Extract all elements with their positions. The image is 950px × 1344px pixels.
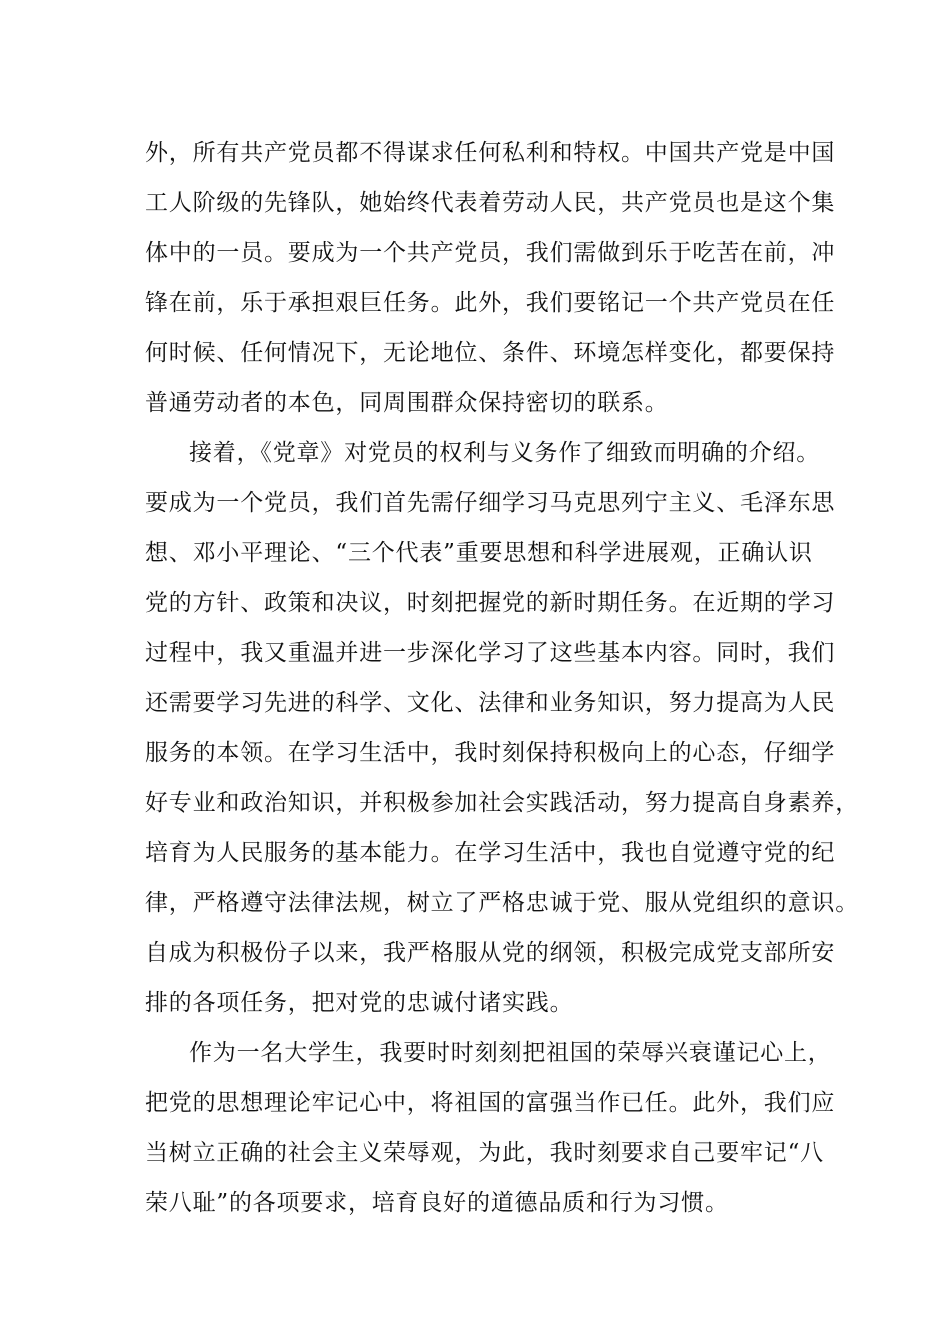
text-line: 荣八耻”的各项要求，培育良好的道德品质和行为习惯。 [145,1190,729,1216]
text-line: 要成为一个党员，我们首先需仔细学习马克思列宁主义、毛泽东思 [145,490,836,516]
text-line: 培育为人民服务的基本能力。在学习生活中，我也自觉遵守党的纪 [145,840,836,866]
text-line: 当树立正确的社会主义荣辱观，为此，我时刻要求自己要牢记“八 [145,1140,824,1166]
text-line: 自成为积极份子以来，我严格服从党的纲领，积极完成党支部所安 [145,940,836,966]
text-line: 律，严格遵守法律法规，树立了严格忠诚于党、服从党组织的意识。 [145,890,859,916]
text-line-indented: 作为一名大学生，我要时时刻刻把祖国的荣辱兴衰谨记心上， [189,1040,832,1066]
text-line: 体中的一员。要成为一个共产党员，我们需做到乐于吃苦在前，冲 [145,240,836,266]
text-line: 党的方针、政策和决议，时刻把握党的新时期任务。在近期的学习 [145,590,836,616]
body-text [145,128,859,1228]
text-line: 工人阶级的先锋队，她始终代表着劳动人民，共产党员也是这个集 [145,190,836,216]
text-line: 何时候、任何情况下，无论地位、条件、环境怎样变化，都要保持 [145,340,836,366]
paragraph-2 [145,428,859,1028]
text-line: 外，所有共产党员都不得谋求任何私利和特权。中国共产党是中国 [145,140,836,166]
text-line: 好专业和政治知识，并积极参加社会实践活动，努力提高自身素养， [145,790,859,816]
text-line: 服务的本领。在学习生活中，我时刻保持积极向上的心态，仔细学 [145,740,836,766]
text-line: 过程中，我又重温并进一步深化学习了这些基本内容。同时，我们 [145,640,836,666]
text-line: 想、邓小平理论、“三个代表”重要思想和科学进展观，正确认识 [145,540,813,566]
paragraph-1 [145,128,836,428]
text-line: 把党的思想理论牢记心中，将祖国的富强当作已任。此外，我们应 [145,1090,836,1116]
text-line: 排的各项任务，把对党的忠诚付诸实践。 [145,990,574,1016]
text-line: 锋在前，乐于承担艰巨任务。此外，我们要铭记一个共产党员在任 [145,290,836,316]
text-line-indented: 接着，《党章》对党员的权利与义务作了细致而明确的介绍。 [189,440,821,466]
text-line: 普通劳动者的本色，同周围群众保持密切的联系。 [145,390,669,416]
text-line: 还需要学习先进的科学、文化、法律和业务知识，努力提高为人民 [145,690,836,716]
paragraph-3 [145,1028,836,1228]
